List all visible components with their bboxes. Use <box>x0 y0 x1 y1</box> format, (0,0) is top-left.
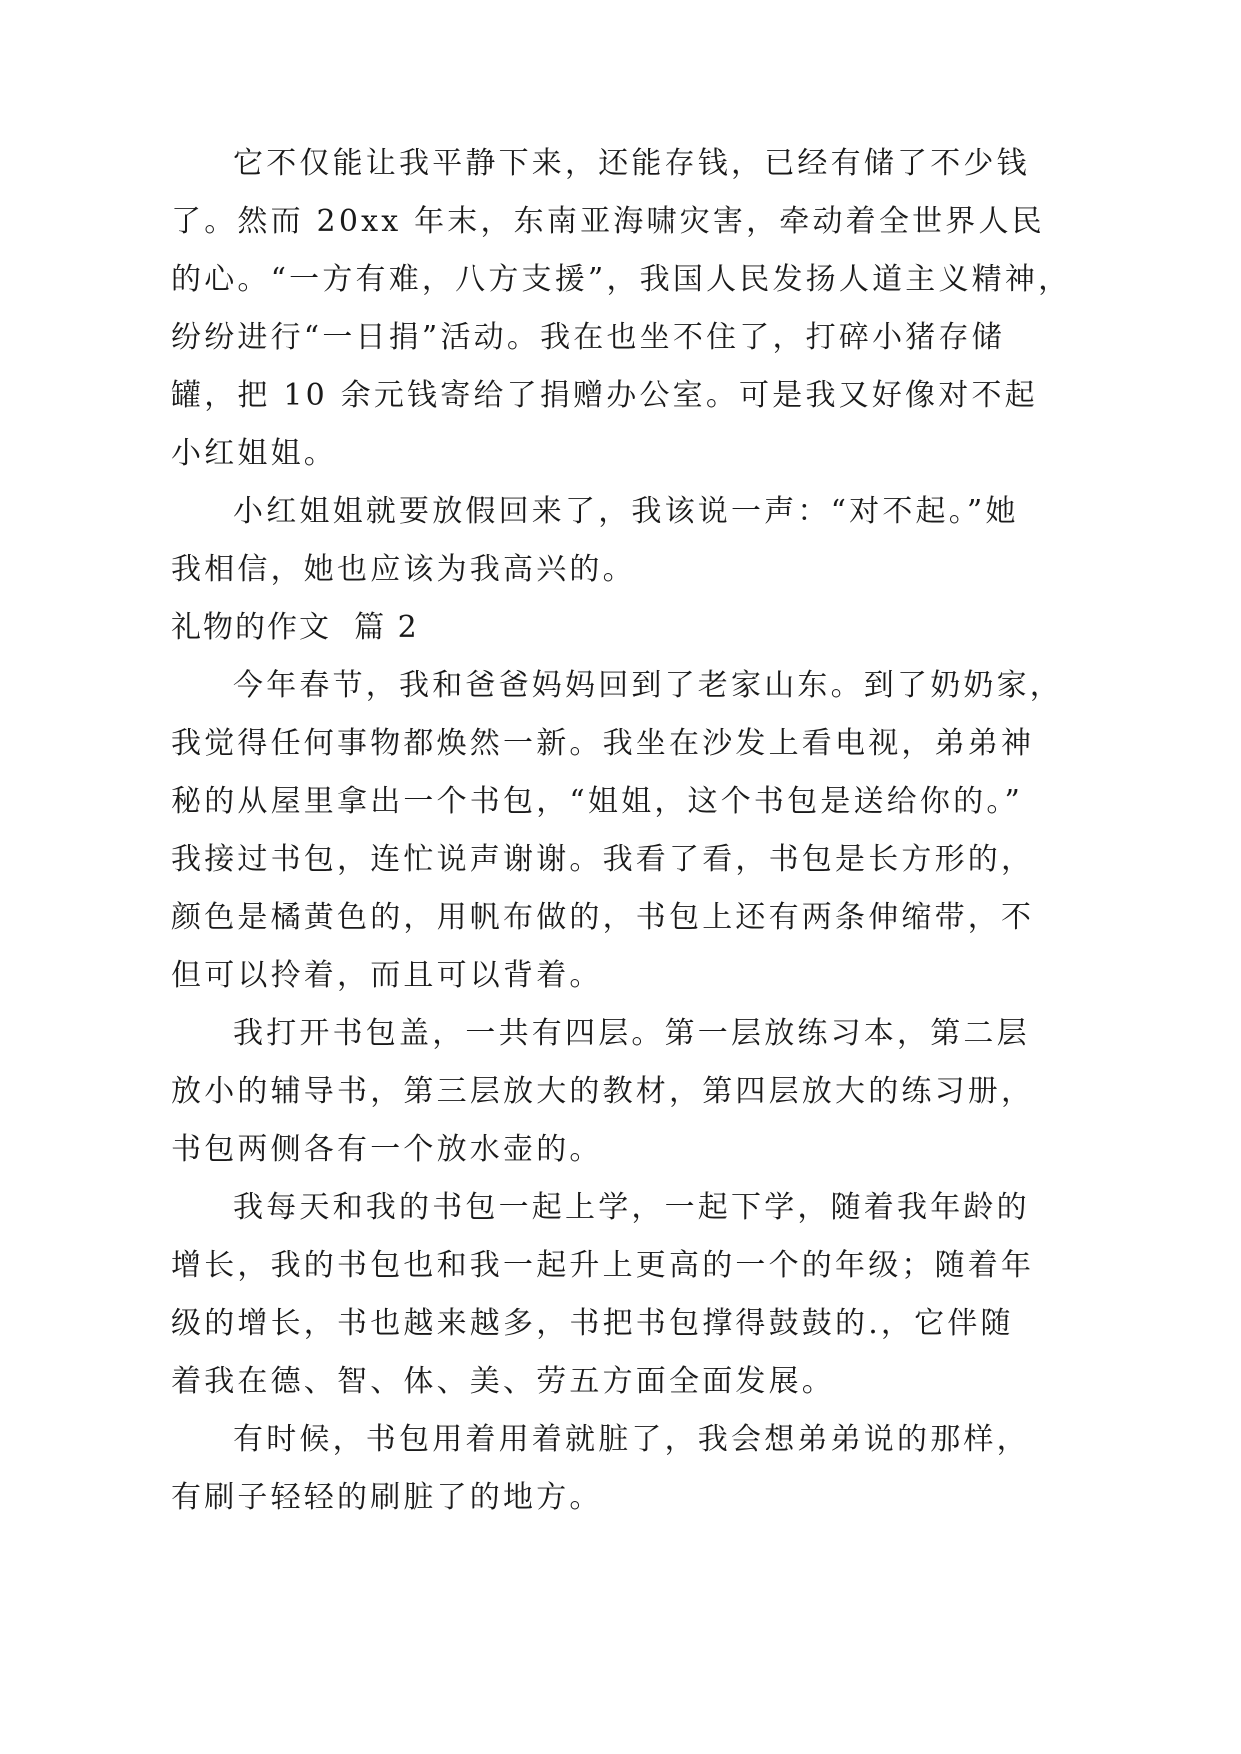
text-line: 纷纷进行“一日捐”活动。我在也坐不住了，打碎小猪存储 <box>171 320 1005 355</box>
text-line: 它不仅能让我平静下来，还能存钱，已经有储了不少钱 <box>233 146 1030 181</box>
text-line: 我相信，她也应该为我高兴的。 <box>171 552 636 587</box>
text-line: 了。然而 20xx 年末，东南亚海啸灾害，牵动着全世界人民 <box>171 204 1045 239</box>
section-heading: 礼物的作文 篇 2 <box>171 610 419 645</box>
text-line: 级的增长，书也越来越多，书把书包撑得鼓鼓的.，它伴随 <box>171 1306 1014 1341</box>
text-line: 罐，把 10 余元钱寄给了捐赠办公室。可是我又好像对不起 <box>171 378 1038 413</box>
text-line: 但可以拎着，而且可以背着。 <box>171 958 603 993</box>
text-line: 颜色是橘黄色的，用帆布做的，书包上还有两条伸缩带，不 <box>171 900 1035 935</box>
text-line: 放小的辅导书，第三层放大的教材，第四层放大的练习册， <box>171 1074 1035 1109</box>
text-line: 有刷子轻轻的刷脏了的地方。 <box>171 1480 603 1515</box>
text-line: 有时候，书包用着用着就脏了，我会想弟弟说的那样， <box>233 1422 1030 1457</box>
text-line: 今年春节，我和爸爸妈妈回到了老家山东。到了奶奶家， <box>233 668 1063 703</box>
text-line: 我接过书包，连忙说声谢谢。我看了看，书包是长方形的， <box>171 842 1035 877</box>
text-line: 的心。“一方有难，八方支援”，我国人民发扬人道主义精神， <box>171 262 1072 297</box>
text-line: 我每天和我的书包一起上学，一起下学，随着我年龄的 <box>233 1190 1030 1225</box>
text-line: 着我在德、智、体、美、劳五方面全面发展。 <box>171 1364 835 1399</box>
text-line: 小红姐姐。 <box>171 436 337 471</box>
text-line: 增长，我的书包也和我一起升上更高的一个的年级；随着年 <box>171 1248 1035 1283</box>
text-line: 我打开书包盖，一共有四层。第一层放练习本，第二层 <box>233 1016 1030 1051</box>
text-line: 秘的从屋里拿出一个书包，“姐姐，这个书包是送给你的。” <box>171 784 1024 819</box>
text-line: 小红姐姐就要放假回来了，我该说一声：“对不起。”她 <box>233 494 1019 529</box>
text-line: 我觉得任何事物都焕然一新。我坐在沙发上看电视，弟弟神 <box>171 726 1035 761</box>
text-line: 书包两侧各有一个放水壶的。 <box>171 1132 603 1167</box>
